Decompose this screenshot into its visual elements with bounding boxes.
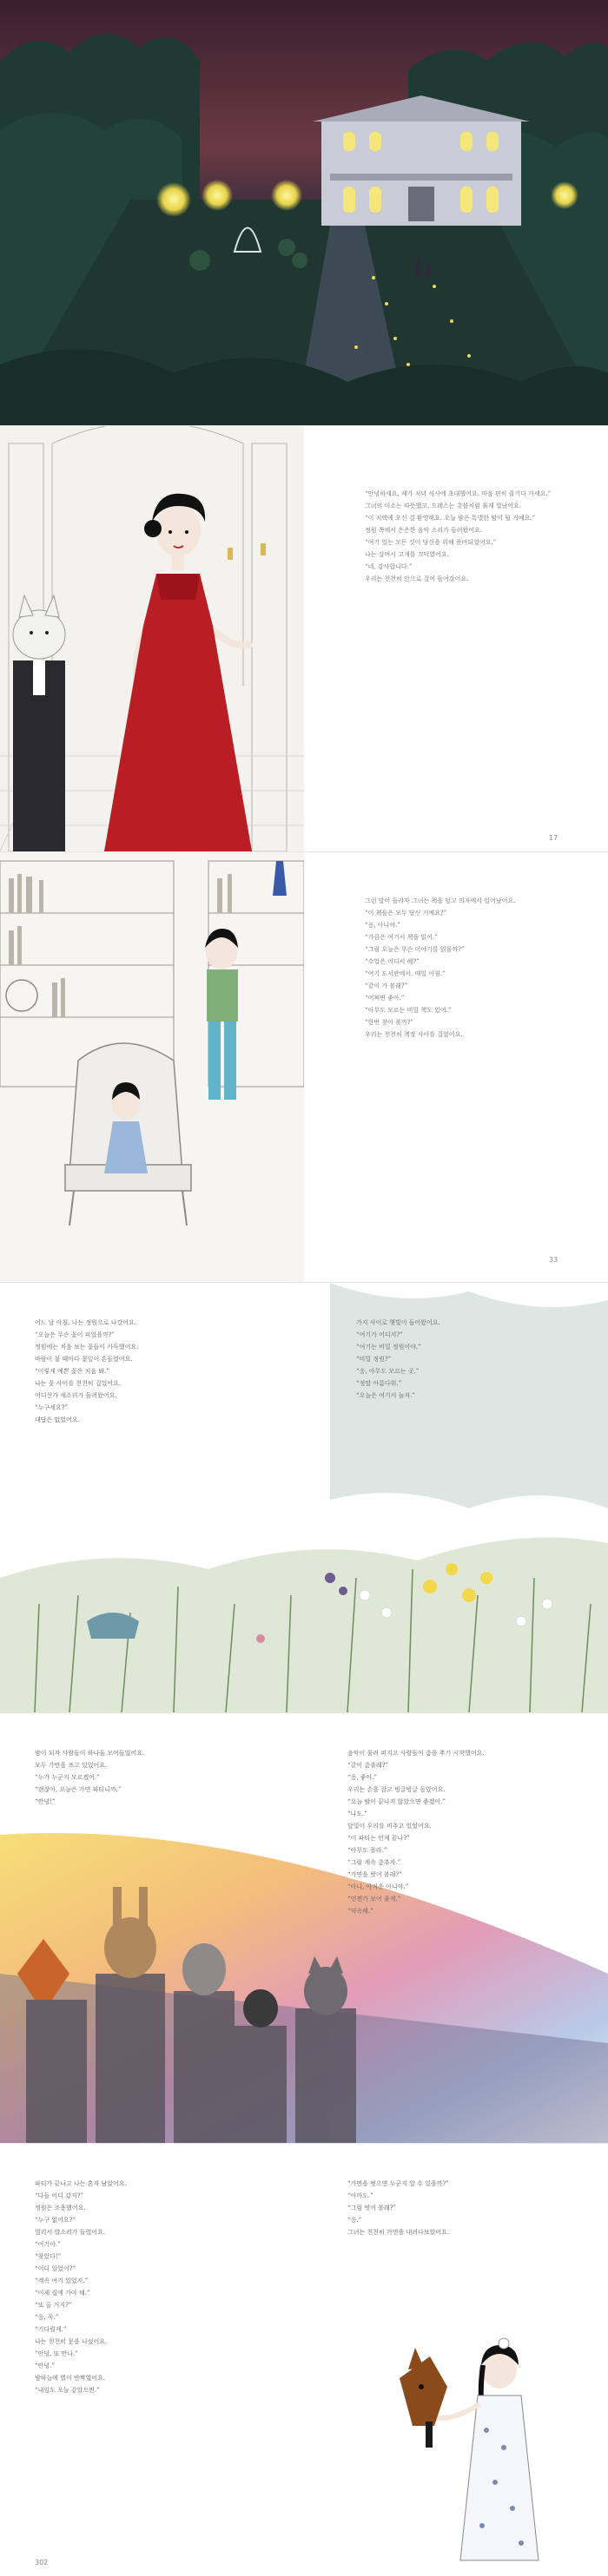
- story-line: “가끔은 여기서 책을 읽어.”: [365, 934, 438, 941]
- story-line: 나는 살며시 고개를 끄덕였어요.: [365, 551, 449, 558]
- story-line: “안녕, 또 만나.”: [35, 2350, 78, 2357]
- story-line: “괜찮아, 오늘은 가면 파티니까.”: [35, 1786, 122, 1793]
- story-line: “누가 누군지 모르겠어.”: [35, 1774, 100, 1781]
- story-line: “여기가 어디지?”: [356, 1331, 403, 1338]
- story-line: “언젠가 보여 줄게.”: [347, 1896, 401, 1902]
- story-line: “아무도 모르는 비밀 책도 있어.”: [365, 1007, 452, 1014]
- story-line: “기다릴게.”: [35, 2326, 67, 2333]
- story-line: 정원 쪽에서 은은한 음악 소리가 들려왔어요.: [365, 527, 483, 534]
- girl-with-mask-illustration: [365, 2274, 556, 2569]
- story-line: “나도.”: [347, 1810, 367, 1817]
- story-line: “어디 있었어?”: [35, 2265, 76, 2272]
- story-line: 정원에는 처음 보는 꽃들이 가득했어요.: [35, 1344, 139, 1350]
- story-line: “비밀 정원?”: [356, 1356, 392, 1363]
- story-line: “그럼 오늘은 무슨 이야기를 읽을까?”: [365, 946, 465, 953]
- story-line: “정말 아름다워.”: [356, 1380, 402, 1387]
- story-line: “그럼 벗어 볼래?”: [347, 2205, 396, 2211]
- story-line: “가면을 벗으면 누군지 알 수 있을까?”: [347, 2180, 449, 2187]
- page-garden-spread: [0, 1283, 608, 1713]
- story-line: 우리는 손을 잡고 빙글빙글 돌았어요.: [347, 1786, 446, 1793]
- story-line: “오늘은 무슨 꽃이 피었을까?”: [35, 1331, 115, 1338]
- story-line: 대답은 없었어요.: [35, 1416, 80, 1423]
- story-line: “이제 집에 가야 해.”: [35, 2290, 90, 2297]
- story-line: 가지 사이로 햇빛이 들어왔어요.: [356, 1319, 440, 1326]
- story-line: “여기 도서관에서. 매일 아침.”: [365, 970, 446, 977]
- story-line: “또 올 거지?”: [35, 2302, 72, 2309]
- story-line: “다들 어디 갔지?”: [35, 2192, 83, 2199]
- page-mansion-spread: [0, 0, 608, 426]
- story-line: “여기야.”: [35, 2241, 61, 2248]
- story-text-left: [35, 1318, 269, 1427]
- story-line: “응, 꼭.”: [35, 2314, 59, 2321]
- story-line: 그런 말이 들리자 그녀는 책을 덮고 의자에서 일어났어요.: [365, 897, 516, 904]
- story-text-block: [365, 896, 565, 1042]
- story-line: “아마도.”: [347, 2192, 373, 2199]
- story-line: “한번 찾아 볼까?”: [365, 1019, 413, 1026]
- page-library-spread: [0, 852, 608, 1283]
- story-line: “안녕.”: [35, 2362, 55, 2369]
- story-line: “아무도 몰라.”: [347, 1847, 387, 1854]
- story-line: “응, 좋아.”: [347, 1774, 378, 1781]
- story-text-left: [35, 2178, 269, 2397]
- story-text-right: [356, 1318, 556, 1403]
- story-line: “오늘 밤이 끝나지 않았으면 좋겠어.”: [347, 1798, 446, 1805]
- page-number: 302: [35, 2559, 49, 2566]
- story-line: “같이 춤출래?”: [347, 1762, 388, 1769]
- story-line: “가면을 벗어 볼래?”: [347, 1871, 402, 1878]
- story-line: “계속 여기 있었지.”: [35, 2277, 89, 2284]
- story-line: “수업은 어디서 해?”: [365, 958, 420, 965]
- story-line: “여기는 비밀 정원이야.”: [356, 1344, 421, 1350]
- story-line: 그녀의 미소는 따뜻했고, 드레스는 촛불처럼 붉게 빛났어요.: [365, 503, 522, 509]
- story-line: 멀리서 발소리가 들렸어요.: [35, 2229, 106, 2236]
- story-line: “응, 아무도 모르는 곳.”: [356, 1368, 420, 1375]
- story-line: “이 책들은 모두 당신 거예요?”: [365, 910, 447, 917]
- story-line: “약속해.”: [347, 1908, 373, 1915]
- page-number: 33: [549, 1256, 558, 1264]
- story-line: 모두 가면을 쓰고 있었어요.: [35, 1762, 108, 1769]
- story-line: “여기 있는 모든 것이 당신을 위해 준비되었어요.”: [365, 539, 497, 546]
- red-dress-illustration: [0, 426, 304, 851]
- page-number: 17: [549, 834, 558, 842]
- story-line: “같이 가 볼래?”: [365, 982, 408, 989]
- story-line: “응.”: [347, 2217, 362, 2224]
- story-line: “오늘은 여기서 놀자.”: [356, 1392, 415, 1399]
- story-line: “누구세요?”: [35, 1404, 68, 1411]
- story-line: 정원은 조용했어요.: [35, 2205, 86, 2211]
- story-text-right: [347, 2178, 565, 2239]
- page-red-dress-spread: [0, 426, 608, 852]
- story-line: 어디선가 새소리가 들려왔어요.: [35, 1392, 117, 1399]
- story-line: “찾았다!”: [35, 2253, 62, 2260]
- story-line: 음악이 울려 퍼지고 사람들이 춤을 추기 시작했어요.: [347, 1750, 485, 1757]
- mansion-night-illustration: [0, 0, 608, 425]
- story-line: “그럼 계속 춤추자.”: [347, 1859, 401, 1866]
- story-text-left: [35, 1748, 261, 1809]
- story-line: 우리는 천천히 책장 사이를 걸었어요.: [365, 1031, 463, 1038]
- story-line: “아니, 아직은 아니야.”: [347, 1883, 409, 1890]
- story-text-right: [347, 1748, 565, 1918]
- story-line: 나는 천천히 문을 나섰어요.: [35, 2338, 108, 2345]
- story-line: “이 저택에 오신 걸 환영해요. 오늘 밤은 특별한 밤이 될 거예요.”: [365, 515, 536, 522]
- story-line: 어느 날 아침, 나는 정원으로 나갔어요.: [35, 1319, 137, 1326]
- story-line: “이렇게 예쁜 꽃은 처음 봐.”: [35, 1368, 109, 1375]
- story-line: 파티가 끝나고 나는 혼자 남았어요.: [35, 2180, 127, 2187]
- story-line: 바람이 불 때마다 꽃잎이 흔들렸어요.: [35, 1356, 133, 1363]
- story-line: “네, 감사합니다.”: [365, 563, 413, 570]
- page-mask-girl-spread: [0, 2144, 608, 2576]
- story-line: 나는 꽃 사이를 천천히 걸었어요.: [35, 1380, 122, 1387]
- story-line: “내일도 오늘 같았으면.”: [35, 2387, 100, 2394]
- story-line: “안녕!”: [35, 1798, 56, 1805]
- story-line: “어쩌면 좋아.”: [365, 995, 405, 1002]
- story-line: 밤이 되자 사람들이 하나둘 모여들었어요.: [35, 1750, 145, 1757]
- library-illustration: [0, 852, 304, 1282]
- story-line: 우리는 천천히 안으로 걸어 들어갔어요.: [365, 575, 469, 582]
- story-line: “안녕하세요, 제가 저녁 식사에 초대했어요. 마음 편히 즐기다 가세요.”: [365, 490, 552, 497]
- story-line: “이 파티는 언제 끝나?”: [347, 1835, 410, 1842]
- story-line: 밤하늘에 별이 반짝였어요.: [35, 2375, 106, 2382]
- story-line: “누구 없어요?”: [35, 2217, 76, 2224]
- story-line: “응, 아니야.”: [365, 922, 400, 929]
- story-text-block: [365, 489, 565, 586]
- story-line: 달빛이 우리를 비추고 있었어요.: [347, 1823, 432, 1830]
- page-masquerade-spread: [0, 1713, 608, 2144]
- story-line: 그녀는 천천히 가면을 내려다보았어요.: [347, 2229, 450, 2236]
